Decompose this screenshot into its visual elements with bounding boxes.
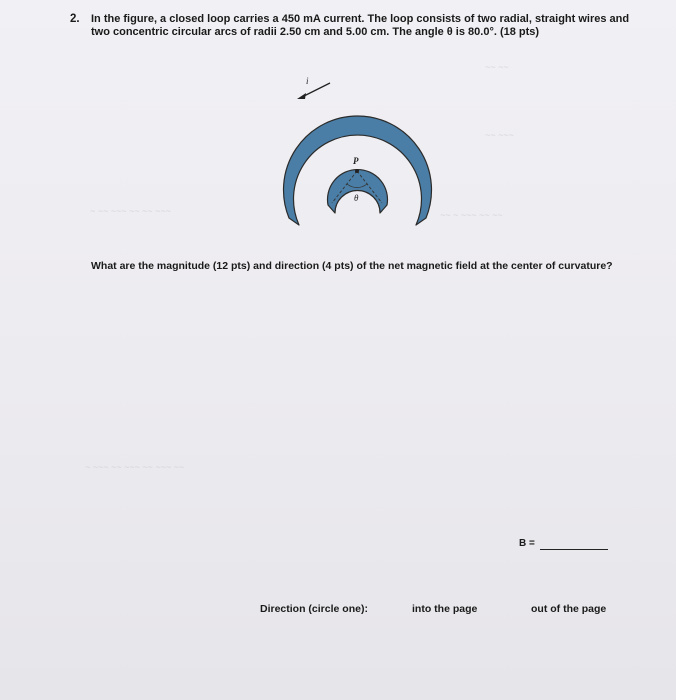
bleed-through-mark: ~~ ~~ [485,62,509,72]
question-number: 2. [70,13,80,25]
current-arrow-head [297,93,306,99]
point-p-dot [355,169,359,173]
b-answer-blank[interactable] [540,549,608,550]
direction-label: Direction (circle one): [260,603,368,615]
bleed-through-mark: ~ ~~ ~~~ ~~ ~~ ~~~ [90,206,171,216]
bleed-through-mark: ~ ~~~ ~~ ~~~ ~~ ~~~ ~~ [85,462,185,472]
direction-option-into[interactable]: into the page [412,603,478,615]
bleed-through-mark: ~~ ~ ~~~ ~~ ~~ [440,210,503,220]
b-field-label: B = [519,538,535,549]
inner-arc-wire [328,170,388,213]
question-text: In the figure, a closed loop carries a 450 mA current. The loop consists of two radial, straight wires and two concentric circular arcs of radii 2.50 cm and 5.00 cm. The angle θ is 80.0°. (18 pts) [91,13,630,38]
point-p-label: P [353,156,359,166]
angle-theta-label: θ [354,193,359,203]
direction-option-out[interactable]: out of the page [531,603,607,615]
sub-question-text: What are the magnitude (12 pts) and direction (4 pts) of the net magnetic field at the center of curvature? [91,260,613,272]
current-label: i [306,76,309,86]
loop-figure [270,75,445,235]
bleed-through-mark: ~~ ~~~ [485,130,514,140]
